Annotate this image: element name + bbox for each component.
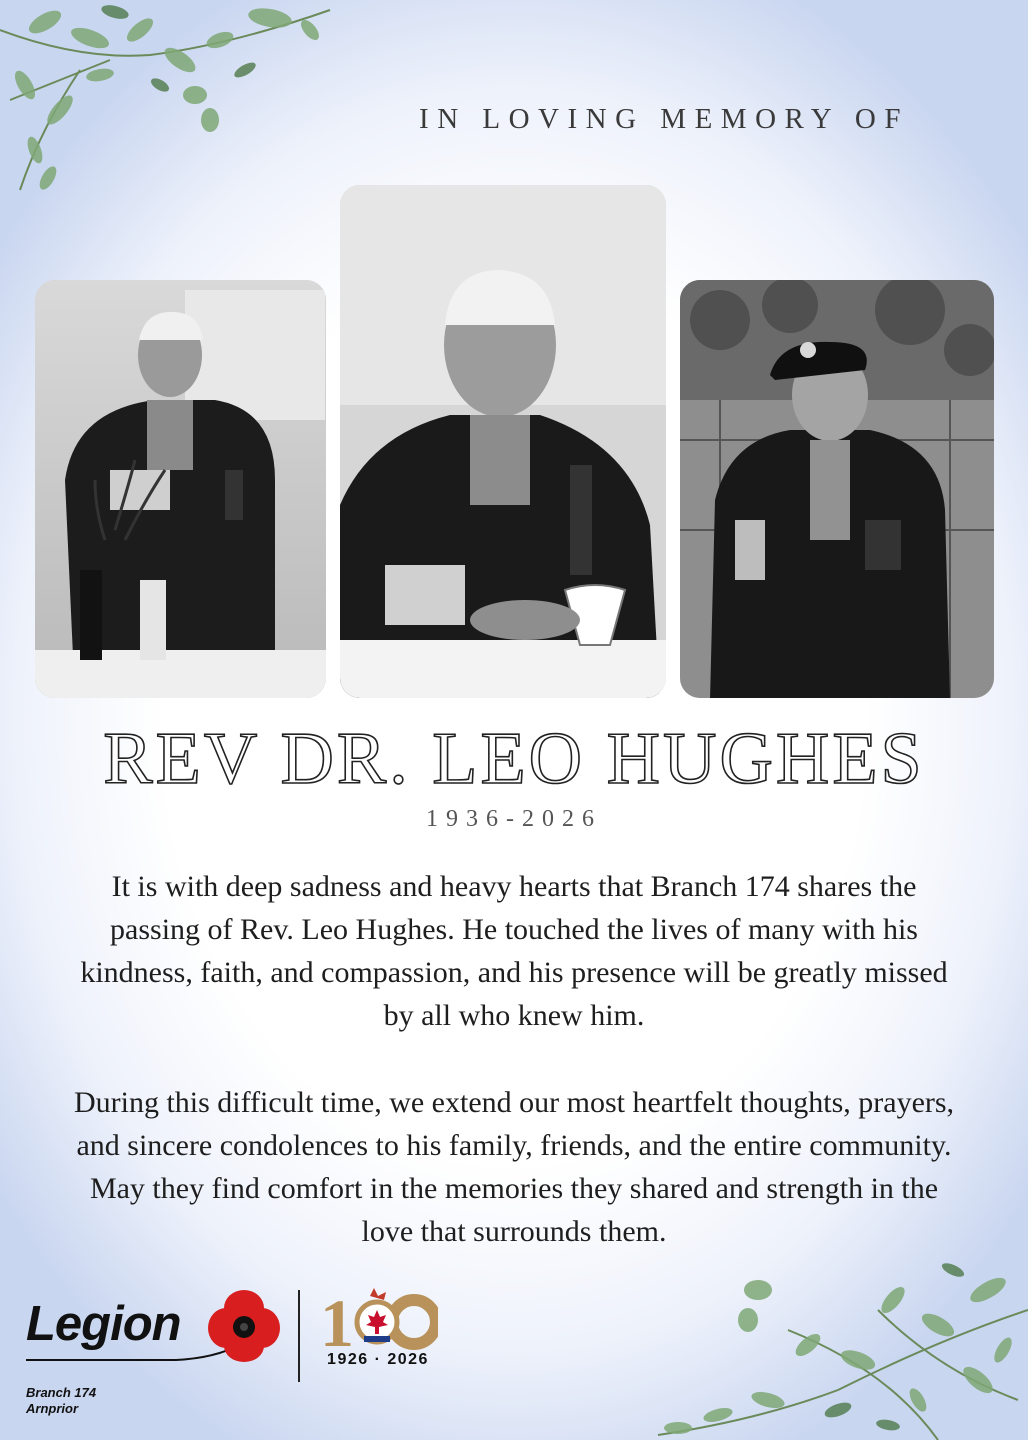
centennial-100-logo [318,1284,438,1356]
svg-text:1: 1 [320,1285,354,1356]
legion-branch-logo [26,1284,446,1424]
poppy-icon [204,1286,284,1366]
branch-label [26,1385,96,1417]
centennial-years: 1926 · 2026 [327,1351,429,1368]
message-paragraph-2: During this difficult time, we extend our most heartfelt thoughts, prayers, and sincere condolences to his family, friends, and the entire community. May they find comfort in the memories they shared and strength in the love that surrounds them. [73,1086,955,1248]
logo-divider [298,1290,300,1382]
branch-number: Branch 174 [26,1385,97,1400]
deceased-name: REV DR. LEO HUGHES [103,718,925,800]
photo-seated [340,185,666,698]
branch-town: Arnprior [26,1401,78,1416]
photo-speaking [35,280,326,698]
life-years: 1936-2026 [426,806,602,832]
maple-leaf-crest-icon [357,1288,397,1342]
leaf-branch-icon [638,1250,1028,1440]
memorial-heading: IN LOVING MEMORY OF [419,103,909,135]
message-paragraph-1: It is with deep sadness and heavy hearts that Branch 174 shares the passing of Rev. Leo Hughes. He touched the lives of many with his kindness, faith, and compassion, and his presence will be greatly missed by all who knew him. [80,870,948,1032]
photo-outdoor-beret [680,280,994,698]
legion-wordmark: Legion [26,1297,181,1351]
